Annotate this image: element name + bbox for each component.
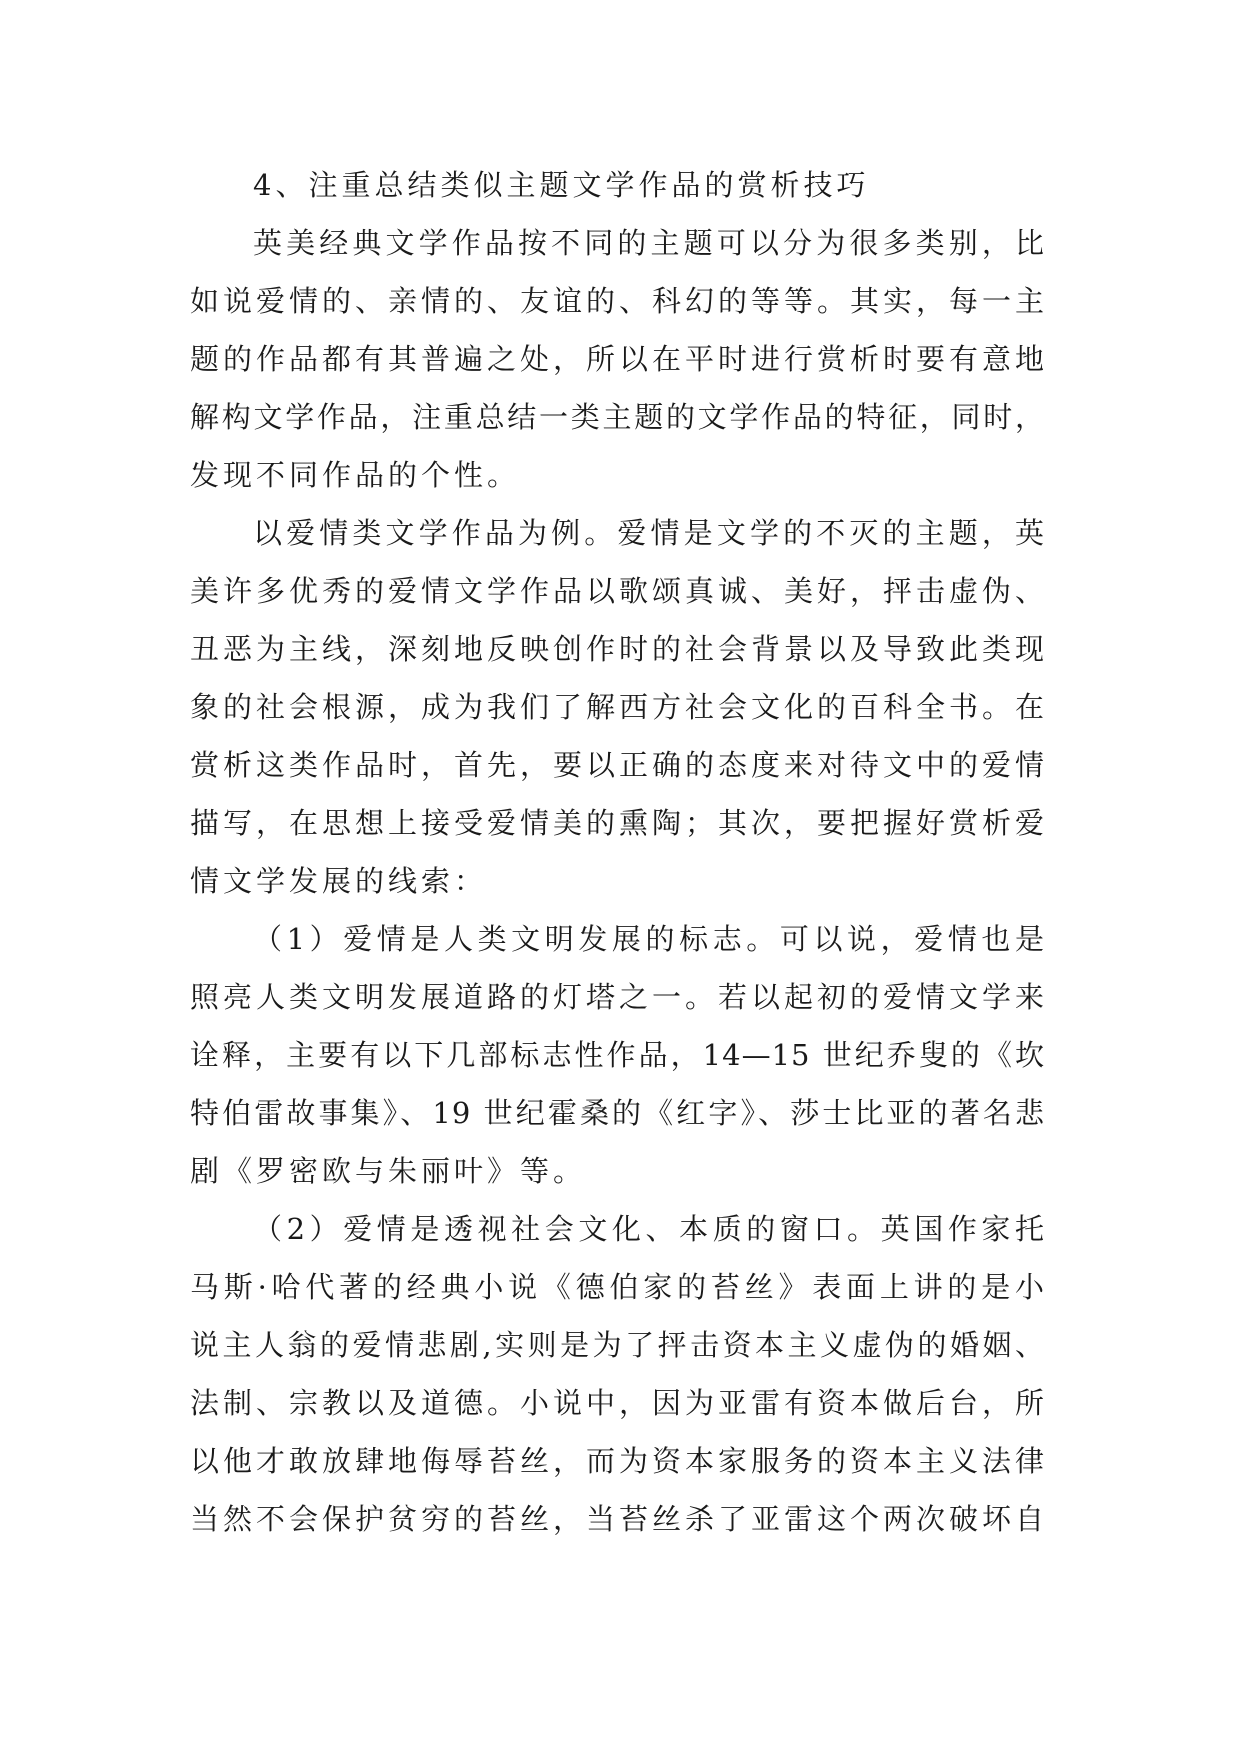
text-line: 特伯雷故事集》、19 世纪霍桑的《红字》、莎士比亚的著名悲 bbox=[190, 1096, 1045, 1130]
text-line: 诠释，主要有以下几部标志性作品，14—15 世纪乔叟的《坎 bbox=[190, 1038, 1045, 1072]
text-line: 马斯·哈代著的经典小说《德伯家的苔丝》表面上讲的是小 bbox=[190, 1270, 1045, 1304]
text-line: （2）爱情是透视社会文化、本质的窗口。英国作家托 bbox=[253, 1212, 1045, 1246]
paragraph bbox=[190, 504, 1045, 910]
section-heading: 4、注重总结类似主题文学作品的赏析技巧 bbox=[253, 168, 870, 202]
text-line: 赏析这类作品时，首先，要以正确的态度来对待文中的爱情 bbox=[190, 748, 1045, 782]
text-line: 美许多优秀的爱情文学作品以歌颂真诚、美好，抨击虚伪、 bbox=[190, 574, 1045, 608]
text-line: 发现不同作品的个性。 bbox=[190, 458, 521, 492]
document-body bbox=[190, 156, 1045, 1548]
text-line: 情文学发展的线索： bbox=[190, 864, 488, 898]
text-line: 丑恶为主线，深刻地反映创作时的社会背景以及导致此类现 bbox=[190, 632, 1045, 666]
text-line: 说主人翁的爱情悲剧,实则是为了抨击资本主义虚伪的婚姻、 bbox=[190, 1328, 1045, 1362]
text-line: 象的社会根源，成为我们了解西方社会文化的百科全书。在 bbox=[190, 690, 1045, 724]
text-line: 如说爱情的、亲情的、友谊的、科幻的等等。其实，每一主 bbox=[190, 284, 1045, 318]
text-line: （1）爱情是人类文明发展的标志。可以说，爱情也是 bbox=[253, 922, 1045, 956]
text-line: 法制、宗教以及道德。小说中，因为亚雷有资本做后台，所 bbox=[190, 1386, 1045, 1420]
text-line: 解构文学作品，注重总结一类主题的文学作品的特征，同时， bbox=[190, 400, 1045, 434]
text-line: 剧《罗密欧与朱丽叶》等。 bbox=[190, 1154, 587, 1188]
text-line: 当然不会保护贫穷的苔丝，当苔丝杀了亚雷这个两次破坏自 bbox=[190, 1502, 1045, 1536]
text-line: 题的作品都有其普遍之处，所以在平时进行赏析时要有意地 bbox=[190, 342, 1045, 376]
paragraph bbox=[190, 214, 1045, 504]
text-line: 英美经典文学作品按不同的主题可以分为很多类别，比 bbox=[253, 226, 1045, 260]
text-line: 照亮人类文明发展道路的灯塔之一。若以起初的爱情文学来 bbox=[190, 980, 1045, 1014]
text-line: 以爱情类文学作品为例。爱情是文学的不灭的主题，英 bbox=[253, 516, 1045, 550]
paragraph bbox=[190, 910, 1045, 1200]
paragraph bbox=[190, 1200, 1045, 1548]
text-line: 描写，在思想上接受爱情美的熏陶；其次，要把握好赏析爱 bbox=[190, 806, 1045, 840]
text-line: 以他才敢放肆地侮辱苔丝，而为资本家服务的资本主义法律 bbox=[190, 1444, 1045, 1478]
